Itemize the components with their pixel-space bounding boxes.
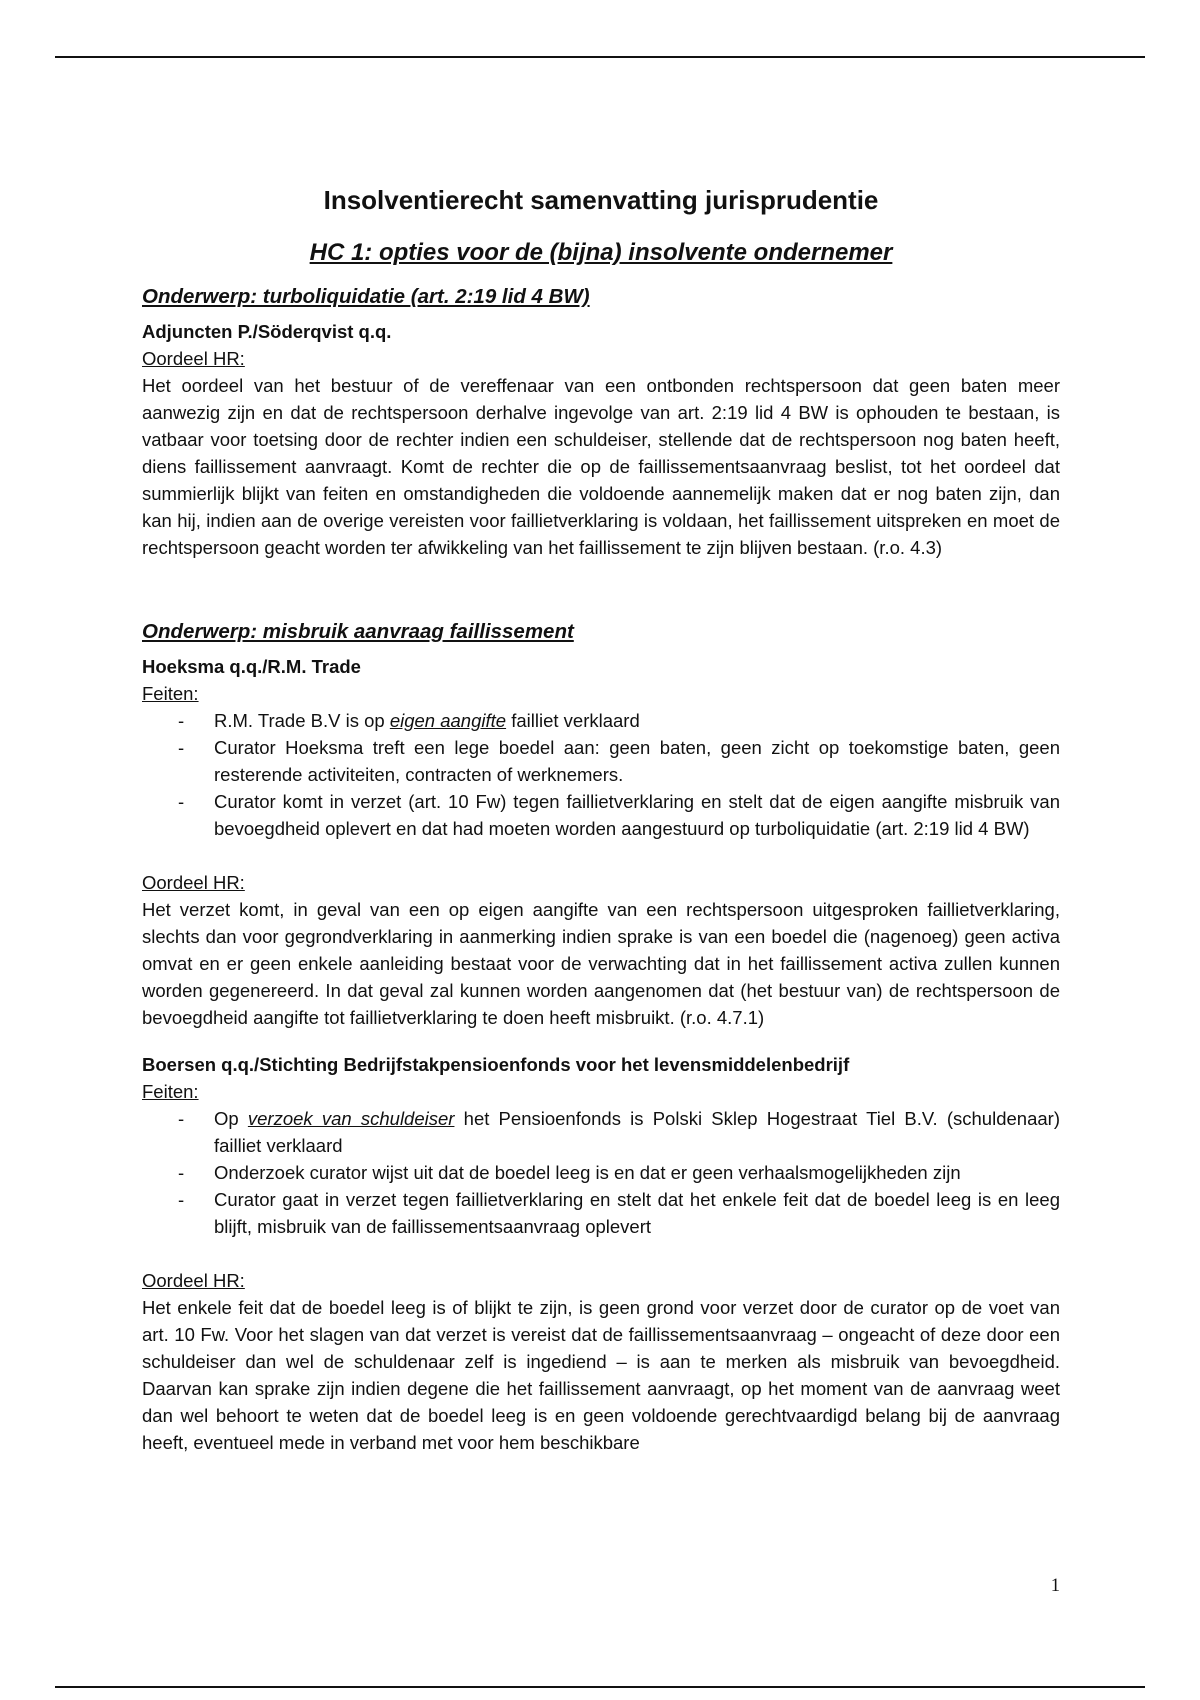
judgment-text: Het oordeel van het bestuur of de vereffenaar van een ontbonden rechtspersoon dat geen baten meer aanwezig zijn en dat de rechtspersoon derhalve ingevolge van art. 2:19 lid 4 BW is ophouden te bestaan, is vatbaar voor toetsing door de rechter indien een schuldeiser, stellende dat de rechtspersoon nog baten heeft, diens faillissement aanvraagt. Komt de rechter die op de faillissementsaanvraag beslist, tot het oordeel dat summierlijk blijkt van feiten en omstandigheden die voldoende aannemelijk maken dat er nog baten zijn, dan kan hij, indien aan de overige vereisten voor faillietverklaring is voldaan, het faillissement uitspreken en moet de rechtspersoon geacht worden ter afwikkeling van het faillissement te zijn blijven bestaan. (r.o. 4.3) (142, 375, 1060, 558)
list-dash: - (178, 737, 185, 758)
judgment-label: Oordeel HR: (142, 1270, 245, 1291)
case-hoeksma (142, 653, 1060, 1031)
section-misbruik-aanvraag (142, 617, 1060, 1456)
judgment-label: Oordeel HR: (142, 348, 245, 369)
list-dash: - (178, 1189, 185, 1210)
list-item: - Curator gaat in verzet tegen faillietverklaring en stelt dat het enkele feit dat de boedel leeg is en leeg blijft, misbruik van de faillissementsaanvraag oplevert (214, 1186, 1060, 1240)
list-item: - Curator Hoeksma treft een lege boedel aan: geen baten, geen zicht op toekomstige baten, geen resterende activiteiten, contracten of werknemers. (214, 734, 1060, 788)
facts-list (142, 1105, 1060, 1240)
case-title: Adjuncten P./Söderqvist q.q. (142, 321, 392, 342)
facts-label: Feiten: (142, 1081, 199, 1102)
list-dash: - (178, 710, 185, 731)
topic-heading: Onderwerp: misbruik aanvraag faillissement (142, 620, 574, 643)
list-item: - Op verzoek van schuldeiser het Pensioenfonds is Polski Sklep Hogestraat Tiel B.V. (schuldenaar) failliet verklaard (214, 1105, 1060, 1159)
case-title: Hoeksma q.q./R.M. Trade (142, 656, 361, 677)
section-turboliquidatie (142, 282, 1060, 561)
footer-rule (55, 1686, 1145, 1688)
page-content (142, 182, 1060, 1456)
judgment-text: Het enkele feit dat de boedel leeg is of blijkt te zijn, is geen grond voor verzet door de curator op de voet van art. 10 Fw. Voor het slagen van dat verzet is vereist dat de faillissementsaanvraag – ongeacht of deze door een schuldeiser dan wel de schuldenaar zelf is ingediend – is aan te merken als misbruik van bevoegdheid. Daarvan kan sprake zijn indien degene die het faillissement aanvraagt, op het moment van de aanvraag weet dan wel behoort te weten dat de boedel leeg is en geen voldoende gerechtvaardigd belang bij de aanvraag heeft, eventueel mede in verband met voor hem beschikbare (142, 1297, 1060, 1453)
list-item: - Onderzoek curator wijst uit dat de boedel leeg is en dat er geen verhaalsmogelijkheden zijn (214, 1159, 1060, 1186)
case-boersen (142, 1051, 1060, 1456)
facts-list (142, 707, 1060, 842)
judgment-text: Het verzet komt, in geval van een op eigen aangifte van een rechtspersoon uitgesproken faillietverklaring, slechts dan voor gegrondverklaring in aanmerking indien sprake is van een boedel die (nagenoeg) geen activa omvat en er geen enkele aanleiding bestaat voor de verwachting dat in het faillissement activa zullen kunnen worden gegenereerd. In dat geval zal kunnen worden aangenomen dat (het bestuur van) de rechtspersoon de bevoegdheid aangifte tot faillietverklaring te doen heeft misbruikt. (r.o. 4.7.1) (142, 899, 1060, 1028)
judgment-label: Oordeel HR: (142, 872, 245, 893)
list-dash: - (178, 1162, 185, 1183)
list-dash: - (178, 1108, 185, 1129)
page-number: 1 (1050, 1576, 1060, 1596)
emphasis: eigen aangifte (389, 710, 507, 731)
document-title: Insolventierecht samenvatting jurisprudentie (323, 185, 879, 215)
facts-label: Feiten: (142, 683, 199, 704)
header-rule (55, 56, 1145, 58)
list-item: - R.M. Trade B.V is op eigen aangifte failliet verklaard (214, 707, 1060, 734)
topic-heading: Onderwerp: turboliquidatie (art. 2:19 lid 4 BW) (142, 285, 590, 308)
emphasis: verzoek van schuldeiser (247, 1108, 455, 1129)
list-item: - Curator komt in verzet (art. 10 Fw) tegen faillietverklaring en stelt dat de eigen aangifte misbruik van bevoegdheid oplevert en dat had moeten worden aangestuurd op turboliquidatie (art. 2:19 lid 4 BW) (214, 788, 1060, 842)
chapter-title: HC 1: opties voor de (bijna) insolvente ondernemer (309, 239, 893, 266)
list-dash: - (178, 791, 185, 812)
case-title: Boersen q.q./Stichting Bedrijfstakpensioenfonds voor het levensmiddelenbedrijf (142, 1054, 850, 1075)
